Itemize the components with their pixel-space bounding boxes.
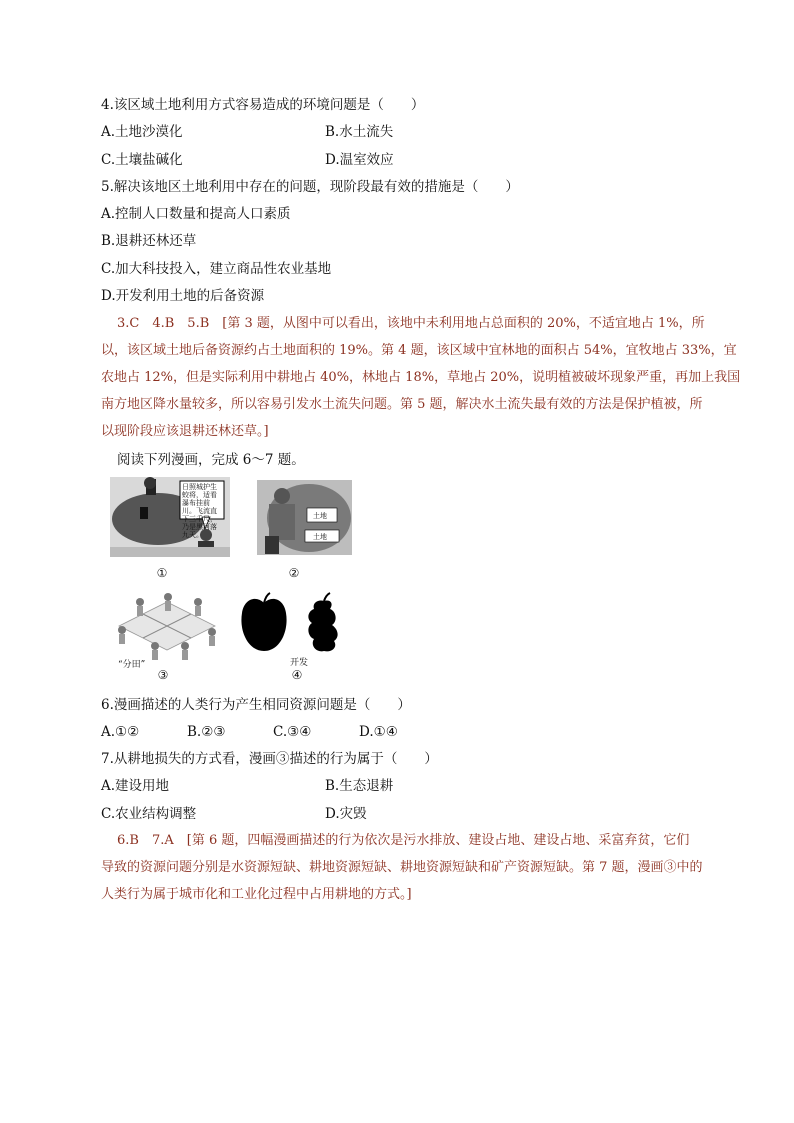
comic-2-label: ② (288, 566, 300, 580)
answer2-line2: 导致的资源问题分别是水资源短缺、耕地资源短缺、耕地资源短缺和矿产资源短缺。第 7 题，漫画③中的 (101, 860, 703, 875)
q7-stem: 7.从耕地损失的方式看，漫画③描述的行为属于（ ） (101, 751, 438, 767)
q6-stem: 6.漫画描述的人类行为产生相同资源问题是（ ） (101, 697, 411, 713)
q6-option-d: D.①④ (359, 724, 398, 740)
q5-option-a: A.控制人口数量和提高人口素质 (101, 206, 291, 222)
q4-option-a: A.土地沙漠化 (101, 124, 183, 140)
q5-option-d: D.开发利用土地的后备资源 (101, 288, 265, 304)
comic-2-image (257, 480, 352, 555)
q5-option-b: B.退耕还林还草 (101, 233, 197, 249)
answer1-line3: 农地占 12%，但是实际利用中耕地占 40%，林地占 18%，草地占 20%，说明植被破坏现象严重，再加上我国 (101, 370, 741, 385)
comic-intro: 阅读下列漫画，完成 6～7 题。 (117, 452, 305, 468)
q4-option-b: B.水土流失 (325, 124, 394, 140)
q4-option-c: C.土壤盐碱化 (101, 152, 183, 168)
q7-option-c: C.农业结构调整 (101, 806, 197, 822)
answer1-line1: 3.C 4.B 5.B [第 3 题，从图中可以看出，该地中未利用地占总面积的 20%，不适宜地占 1%，所 (117, 316, 705, 331)
comic-3-image (110, 592, 225, 664)
q4-stem: 4.该区域土地利用方式容易造成的环境问题是（ ） (101, 97, 425, 113)
comic-3-caption: “分田” (118, 660, 146, 670)
q7-option-a: A.建设用地 (101, 778, 170, 794)
answer1-line4: 南方地区降水量较多，所以容易引发水土流失问题。第 5 题，解决水土流失最有效的方法是保护植被，所 (101, 397, 703, 412)
q4-option-d: D.温室效应 (325, 152, 394, 168)
comic-1-label: ① (156, 566, 168, 580)
q5-option-c: C.加大科技投入，建立商品性农业基地 (101, 261, 332, 277)
answer1-line5: 以现阶段应该退耕还林还草。] (101, 424, 269, 439)
answer2-line3: 人类行为属于城市化和工业化过程中占用耕地的方式。] (101, 887, 412, 902)
comic-3-label: ③ (157, 668, 169, 682)
comic-1-image (110, 477, 230, 557)
answer2-line1: 6.B 7.A [第 6 题，四幅漫画描述的行为依次是污水排放、建设占地、建设占地、采富弃贫，它们 (117, 833, 690, 848)
comic-4-caption: 开发 (290, 658, 309, 668)
q6-option-a: A.①② (101, 724, 140, 740)
answer1-line2: 以，该区域土地后备资源约占土地面积的 19%。第 4 题，该区域中宜林地的面积占 54%，宜牧地占 33%，宜 (101, 343, 737, 358)
q5-stem: 5.解决该地区土地利用中存在的问题，现阶段最有效的措施是（ ） (101, 179, 519, 195)
q7-option-d: D.灾毁 (325, 806, 367, 822)
comic-4-image (236, 593, 356, 661)
comic-2-text-bottom: 土地 (313, 533, 327, 541)
q6-option-c: C.③④ (273, 724, 312, 740)
comic-1-bubble-text: 日照城护生蛟将，适看瀑布挂前川。飞流直下三千尺，乃是黑河落九天。 (182, 483, 217, 539)
q6-option-b: B.②③ (187, 724, 226, 740)
comic-4-label: ④ (291, 668, 303, 682)
q7-option-b: B.生态退耕 (325, 778, 394, 794)
comic-2-text-top: 土地 (313, 512, 327, 520)
